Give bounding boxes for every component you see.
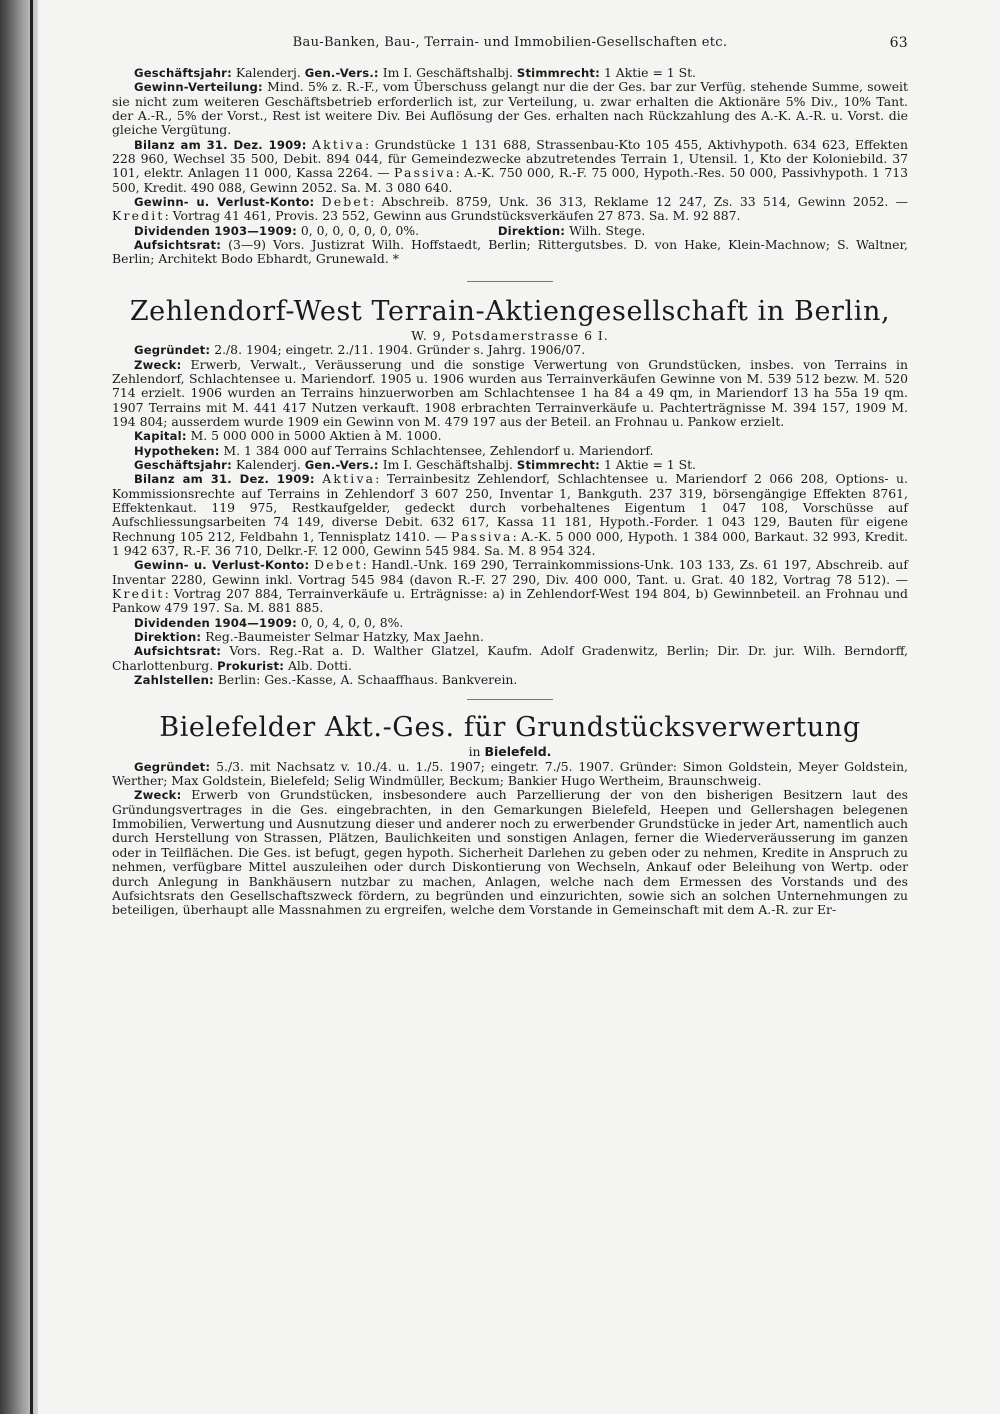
label: Prokurist: xyxy=(217,658,285,673)
direktion xyxy=(112,630,908,644)
text: Wilh. Stege. xyxy=(565,222,646,238)
text: Berlin: Ges.-Kasse, A. Schaaffhaus. Bankverein. xyxy=(213,672,518,688)
label: Stimmrecht: xyxy=(516,457,601,472)
kapital xyxy=(112,429,908,443)
prev-gewinn-verlust xyxy=(112,195,908,224)
hypotheken xyxy=(112,444,908,458)
text: : Terrainbesitz Zehlendorf, Schlachtensee u. Mariendorf 2 066 208, Options- u. Kommissionsrechte auf Terrains in Zehlendorf 3 607 250, Inventar 1, Bankguth. 237 319, börsengängige Effekten 8761, Effektenkaut. 119 975, Restkaufgelder, gedeckt durch vorbehaltenes Eigentum 1 047 108, Vorschüsse auf Aufschliessungsarbeiten 74 149, diverse Debit. 632 617, Kassa 11 181, Hypoth.-Forder. 1 043 129, Bauten für eigene Rechnung 105 212, Feldbahn 1, Tennisplatz 1410. — xyxy=(112,471,908,544)
label: Direktion: xyxy=(134,630,202,645)
text: M. 1 384 000 auf Terrains Schlachtensee, Zehlendorf u. Mariendorf. xyxy=(219,442,654,458)
prev-dividenden xyxy=(112,224,908,238)
text: 1 Aktie = 1 St. xyxy=(600,456,696,472)
label: Dividenden 1903—1909: xyxy=(134,223,297,238)
bilanz xyxy=(112,472,908,558)
gewinn-verlust xyxy=(112,558,908,615)
prev-bilanz xyxy=(112,138,908,195)
text: 5./3. mit Nachsatz v. 10./4. u. 1./5. 1907; eingetr. 7./5. 1907. Gründer: Simon Goldstein, Meyer Goldstein, Werther; Max Goldstein, Bielefeld; Selig Windmüller, Beckum; Bankier Hugo Wertheim, Braunschweig. xyxy=(112,758,908,789)
label: Gewinn-Verteilung: xyxy=(134,80,263,95)
kredit-label: Kredit xyxy=(112,208,165,224)
text: : A.-K. 5 000 000, Hypoth. 1 384 000, Barkaut. 32 993, Kredit. 1 942 637, R.-F. 36 710, Delkr.-F. 12 000, Gewinn 545 984. Sa. M. 8 954 324. xyxy=(112,528,908,558)
label: Gegründet: xyxy=(134,759,211,774)
passiva-label: Passiva xyxy=(450,528,513,544)
prev-aufsichtsrat xyxy=(112,238,908,267)
label: Gen.-Vers.: xyxy=(304,66,379,80)
running-header xyxy=(112,36,908,66)
zehlendorf-company-entry xyxy=(112,296,908,688)
gegruendet xyxy=(112,343,908,357)
label: Zweck: xyxy=(134,788,182,803)
prev-gewinn-verteilung xyxy=(112,80,908,137)
text: in xyxy=(468,744,485,760)
text: Erwerb von Grundstücken, insbesondere auch Parzellierung der von den bisherigen Besitzern laut des Gründungsvertrages in die Ges. eingebrachten, in den Gemarkungen Bielefeld, Heepen und Gellershagen belegenen Immobilien, Verwertung und Ausnutzung dieser und anderer noch zu erwerbender Grundstücke in jeder Art, namentlich auch durch Herstellung von Strassen, Plätzen, Baulichkeiten und sonstigen Anlagen, ferner die Wiederveräusserung im ganzen oder in Teilflächen. Die Ges. ist befugt, gegen hypoth. Sicherheit Darlehen zu geben oder zu nehmen, Kredite in Anspruch zu nehmen, verfügbare Mittel auszuleihen oder durch Diskontierung von Wechseln, Ankauf oder Beleihung von Wertp. oder durch Anlegung in Bankhäusern nutzbar zu machen, Anlagen, welche nach dem Ermessen des Vorstands und des Aufsichtsrats den Gesellschaftszweck fördern, zu begründen und einzurichten, sowie sich an solchen Unternehmungen zu beteiligen, überhaupt alle Massnahmen zu ergreifen, welche dem Vorstande in Gemeinschaft mit dem A.-R. zur Er- xyxy=(112,787,908,918)
text: (3—9) Vors. Justizrat Wilh. Hoffstaedt, Berlin; Rittergutsbes. D. von Hake, Klein-Machnow; S. Waltner, Berlin; Architekt Bodo Ebhardt, Grunewald. * xyxy=(112,237,908,267)
label: Zahlstellen: xyxy=(134,673,214,688)
zahlstellen xyxy=(112,673,908,687)
text: : Grundstücke 1 131 688, Strassenbau-Kto 105 455, Aktivhypoth. 634 623, Effekten 228 960, Wechsel 35 500, Debit. 894 044, für Gemeindezwecke abzutretendes Terrain 1, Utensil. 1, Kto der Koloniebild. 37 101, elektr. Anlagen 11 000, Kassa 2264. — xyxy=(112,136,908,181)
text: Kalenderj. xyxy=(231,65,305,80)
company-location xyxy=(112,745,908,759)
debet-label: Debet xyxy=(314,557,363,573)
text: M. 5 000 000 in 5000 Aktien à M. 1000. xyxy=(186,428,442,444)
text: 2./8. 1904; eingetr. 2./11. 1904. Gründer s. Jahrg. 1906/07. xyxy=(210,342,586,358)
label: Stimmrecht: xyxy=(516,66,601,80)
text: Im I. Geschäftshalbj. xyxy=(378,65,517,80)
page-content xyxy=(112,36,908,918)
label: Aufsichtsrat: xyxy=(134,238,222,253)
geschaeftsjahr xyxy=(112,458,908,472)
label: Bilanz am 31. Dez. 1909: xyxy=(134,137,307,152)
text: Im I. Geschäftshalbj. xyxy=(378,456,517,472)
label: Hypotheken: xyxy=(134,443,220,458)
bielefeld-company-entry xyxy=(112,712,908,917)
label: Gen.-Vers.: xyxy=(304,457,379,472)
label: Kapital: xyxy=(134,429,187,444)
running-title: Bau-Banken, Bau-, Terrain- und Immobilien-Gesellschaften etc. xyxy=(292,35,728,50)
page-number: 63 xyxy=(889,35,908,51)
text: 1 Aktie = 1 St. xyxy=(600,65,696,80)
text: : Handl.-Unk. 169 290, Terrainkommissions-Unk. 103 133, Zs. 61 197, Abschreib. auf Inventar 2280, Gewinn inkl. Vortrag 545 984 (davon R.-F. 27 290, Div. 400 000, Tant. u. Grat. 40 182, Vortrag 78 512). — xyxy=(112,557,908,587)
aufsichtsrat xyxy=(112,644,908,673)
book-spine-shadow xyxy=(0,0,38,1414)
aktiva-label: Aktiva xyxy=(322,471,376,487)
label: Dividenden 1904—1909: xyxy=(134,615,297,630)
label: Direktion: xyxy=(497,223,566,238)
text: Kalenderj. xyxy=(231,456,305,472)
label: Gewinn- u. Verlust-Konto: xyxy=(134,195,315,210)
aktiva-label: Aktiva xyxy=(311,136,365,152)
text: : A.-K. 750 000, R.-F. 75 000, Hypoth.-Res. 50 000, Passivhypoth. 1 713 500, Kredit. 490 088, Gewinn 2052. Sa. M. 3 080 640. xyxy=(112,165,909,195)
zweck xyxy=(112,788,908,917)
city: Bielefeld. xyxy=(484,744,552,760)
gegruendet xyxy=(112,760,908,789)
label: Gegründet: xyxy=(134,343,211,358)
label: Gewinn- u. Verlust-Konto: xyxy=(134,558,310,573)
company-title: Bielefelder Akt.-Ges. für Grundstücksverwertung xyxy=(159,712,861,744)
passiva-label: Passiva xyxy=(394,165,456,181)
debet-label: Debet xyxy=(321,194,371,210)
kredit-label: Kredit xyxy=(112,586,165,601)
text: Erwerb, Verwalt., Veräusserung und die sonstige Verwertung von Grundstücken, insbes. von Terrains in Zehlendorf, Schlachtensee u. Mariendorf. 1905 u. 1906 wurden aus Terrainverkäufen Gewinne von M. 539 512 bezw. M. 520 714 erzielt. 1906 wurden an Terrains hinzuerworben am Schlachtensee 1 ha 84 a 49 qm, in Mariendorf 13 ha 55a 19 qm. 1907 Terrains mit M. 441 417 Nutzen verkauft. 1908 erbrachten Terrainverkäufe u. Pachterträgnisse M. 394 157, 1909 M. 194 804; ausserdem wurde 1909 ein Gewinn von M. 479 197 aus der Beteil. an Frohnau u. Pankow erzielt. xyxy=(112,356,908,429)
text: Reg.-Baumeister Selmar Hatzky, Max Jaehn. xyxy=(201,629,484,645)
text: Vors. Reg.-Rat a. D. Walther Glatzel, Kaufm. Adolf Gradenwitz, Berlin; Dir. Dr. jur. Wilh. Berndorff, Charlottenburg. xyxy=(112,643,908,673)
company-title: Zehlendorf-West Terrain-Aktiengesellschaft in Berlin, xyxy=(129,295,891,327)
label: Bilanz am 31. Dez. 1909: xyxy=(134,472,315,487)
text: Alb. Dotti. xyxy=(284,657,352,673)
label: Geschäftsjahr: xyxy=(134,66,232,80)
label: Geschäftsjahr: xyxy=(134,457,232,472)
previous-company-entry xyxy=(112,66,908,267)
label: Zweck: xyxy=(134,357,182,372)
text: 0, 0, 4, 0, 0, 8%. xyxy=(296,614,404,630)
dividenden xyxy=(112,616,908,630)
section-divider xyxy=(467,699,553,700)
company-address: W. 9, Potsdamerstrasse 6 I. xyxy=(411,327,609,343)
text: : Abschreib. 8759, Unk. 36 313, Reklame 12 247, Zs. 33 514, Gewinn 2052. — xyxy=(370,194,908,210)
text: : Vortrag 207 884, Terrainverkäufe u. Erträgnisse: a) in Zehlendorf-West 194 804, b) Gewinnbeteil. an Frohnau und Pankow 479 197. Sa. M. 881 885. xyxy=(112,586,908,616)
label: Aufsichtsrat: xyxy=(134,644,222,659)
text: Mind. 5% z. R.-F., vom Überschuss gelangt nur die der Ges. bar zur Verfüg. stehende Summe, soweit sie nicht zum weiteren Geschäftsbetrieb erforderlich ist, zur Verteilung, u. zwar erhalten die Aktionäre 5% Div., 10% Tant. der A.-R., 5% der Vorst., Rest ist weitere Div. Bei Auflösung der Ges. erhalten nach Rückzahlung des A.-K. A.-R. u. Vorst. die gleiche Vergütung. xyxy=(112,79,908,138)
section-divider xyxy=(467,281,553,282)
zweck xyxy=(112,358,908,430)
text: : Vortrag 41 461, Provis. 23 552, Gewinn aus Grundstücksverkäufen 27 873. Sa. M. 92 887. xyxy=(164,208,741,224)
text: 0, 0, 0, 0, 0, 0, 0%. xyxy=(296,222,420,238)
